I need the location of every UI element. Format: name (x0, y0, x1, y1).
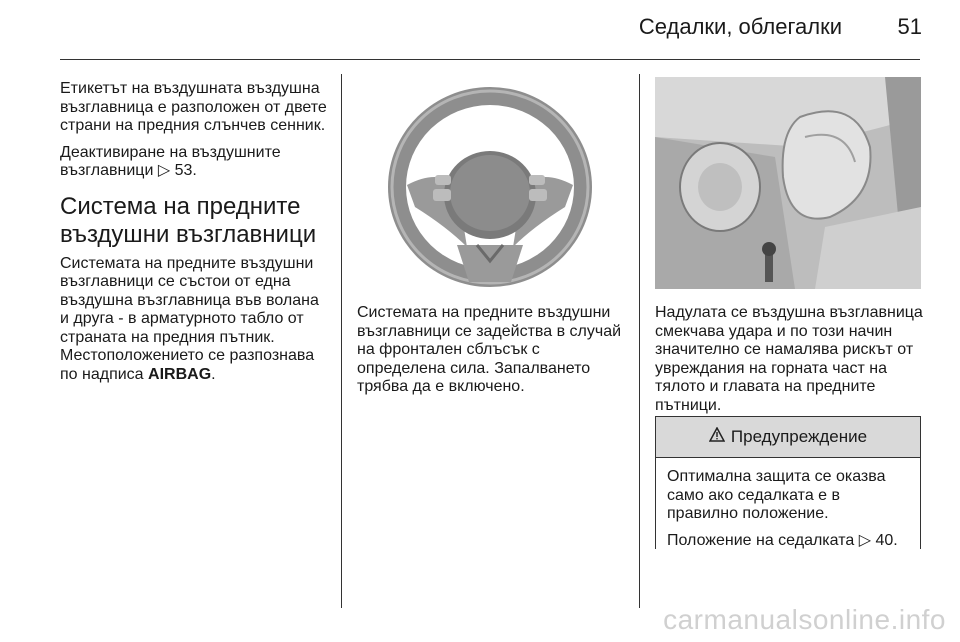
deactivation-paragraph: Деактивиране на въздушните възглавници ▷ 53. (60, 143, 281, 179)
deployment-paragraph: Системата на предните въздушни възглавници се задейства в случай на фронтален сблъсък с определена сила. Запалването трябва да е включено. (357, 304, 622, 395)
deployed-airbag-illustration (655, 77, 921, 289)
page-ref-arrow-icon: ▷ (858, 531, 872, 549)
warning-body (656, 458, 920, 550)
inflation-paragraph: Надулата се въздушна възглавница смекчава удара и по този начин значително се намалява рискът от увреждания на горната част на тялото и главата на предните пътници. (655, 304, 923, 414)
warning-triangle-icon (709, 427, 725, 447)
airbag-marking: AIRBAG (148, 365, 212, 383)
watermark: carmanualsonline.info (663, 604, 946, 635)
column-divider-1 (341, 74, 342, 608)
warning-header (656, 417, 920, 458)
column-3 (655, 304, 925, 423)
warning-box (655, 416, 921, 549)
section-heading: Система на предните въздушни възглавници (60, 192, 317, 248)
column-1 (60, 80, 330, 392)
page-ref-arrow-icon: ▷ (157, 162, 171, 179)
warning-title: Предупреждение (730, 427, 868, 446)
column-divider-2 (639, 74, 640, 608)
warning-paragraph-2: Положение на седалката ▷ 40. (667, 531, 898, 549)
system-description-paragraph: Системата на предните въздушни възглавници се състои от една въздушна възглавница във волана и друга - в арматурното табло от страната на предния пътник. Местоположението се разпознава по надписа AIRBAG. (60, 254, 319, 383)
column-2 (357, 304, 632, 405)
header-rule (60, 59, 920, 60)
steering-wheel-illustration (357, 77, 623, 289)
airbag-label-paragraph: Етикетът на въздушната въздушна възглавница е разположен от двете страни на предния слънчев сенник. (60, 80, 327, 134)
page-number: 51 (897, 14, 922, 39)
warning-paragraph-1: Оптимална защита се оказва само ако седалката е в правилно положение. (667, 468, 886, 522)
header-title: Седалки, облегалки (638, 14, 842, 39)
